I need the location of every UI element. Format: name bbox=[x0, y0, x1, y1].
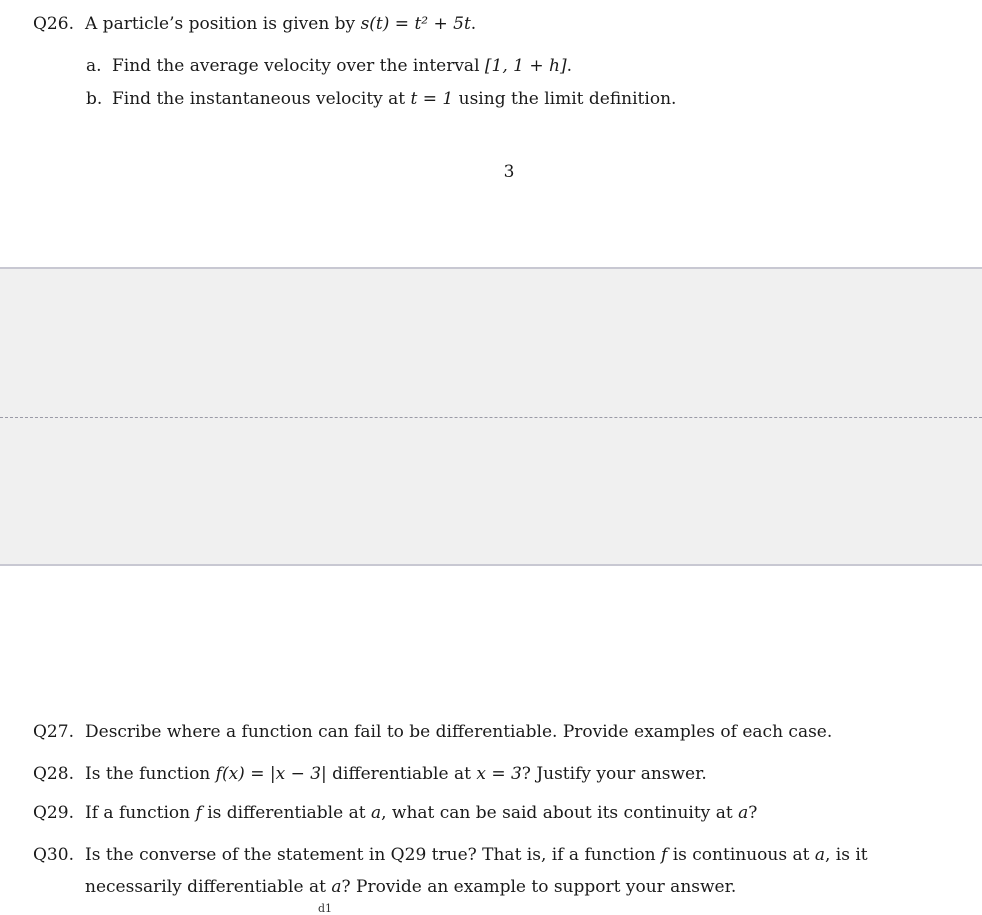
part-text: Find the instantaneous velocity at bbox=[112, 89, 411, 109]
part-text: . bbox=[566, 56, 573, 76]
question-number: Q28. bbox=[33, 764, 74, 784]
math-formula: s(t) = t² + 5t bbox=[360, 14, 471, 34]
math-formula: [1, 1 + h] bbox=[484, 56, 567, 76]
question-text: Is the function bbox=[85, 764, 216, 784]
question-number: Q30. bbox=[33, 845, 74, 865]
question-text: , is it bbox=[824, 845, 868, 865]
page-break-line bbox=[0, 417, 982, 418]
part-text: using the limit definition. bbox=[453, 89, 677, 109]
math-formula: f(x) = |x − 3| bbox=[215, 764, 327, 784]
math-formula: x = 3 bbox=[476, 764, 522, 784]
question-text: necessarily differentiable at bbox=[85, 877, 332, 897]
math-variable: f bbox=[661, 845, 668, 865]
question-text: ? bbox=[748, 803, 758, 823]
question-text: , what can be said about its continuity at bbox=[381, 803, 739, 823]
math-variable: a bbox=[370, 803, 382, 823]
question-text: ? Provide an example to support your answer. bbox=[341, 877, 737, 897]
question-text: If a function bbox=[85, 803, 196, 823]
question-q26-part-a bbox=[86, 55, 572, 77]
part-label: a. bbox=[86, 56, 102, 76]
question-number: Q29. bbox=[33, 803, 74, 823]
page-number: 3 bbox=[503, 162, 515, 182]
math-variable: a bbox=[331, 877, 342, 897]
question-text: is differentiable at bbox=[201, 803, 371, 823]
question-text: . bbox=[470, 14, 477, 34]
math-variable: a bbox=[814, 845, 825, 865]
question-text: Is the converse of the statement in Q29 true? That is, if a function bbox=[85, 845, 662, 865]
question-text: is continuous at bbox=[667, 845, 815, 865]
question-number: Q27. bbox=[33, 722, 74, 742]
question-text: ? Justify your answer. bbox=[521, 764, 707, 784]
page-gap bbox=[0, 267, 982, 566]
question-text: differentiable at bbox=[326, 764, 477, 784]
part-label: b. bbox=[86, 89, 103, 109]
question-number: Q26. bbox=[33, 14, 74, 34]
question-q30-line2 bbox=[85, 876, 736, 898]
part-text: Find the average velocity over the interval bbox=[112, 56, 485, 76]
question-q30 bbox=[33, 844, 868, 866]
math-variable: f bbox=[195, 803, 202, 823]
question-text: Describe where a function can fail to be differentiable. Provide examples of each case. bbox=[85, 722, 833, 742]
question-q26 bbox=[33, 13, 476, 35]
question-q28 bbox=[33, 763, 707, 785]
question-q29 bbox=[33, 802, 757, 824]
question-text: A particle’s position is given by bbox=[85, 14, 361, 34]
question-q27 bbox=[33, 721, 832, 743]
math-formula: t = 1 bbox=[410, 89, 454, 109]
question-q26-part-b bbox=[86, 88, 676, 110]
math-variable: a bbox=[738, 803, 749, 823]
cut-off-text-fragment: d1 bbox=[318, 902, 333, 915]
